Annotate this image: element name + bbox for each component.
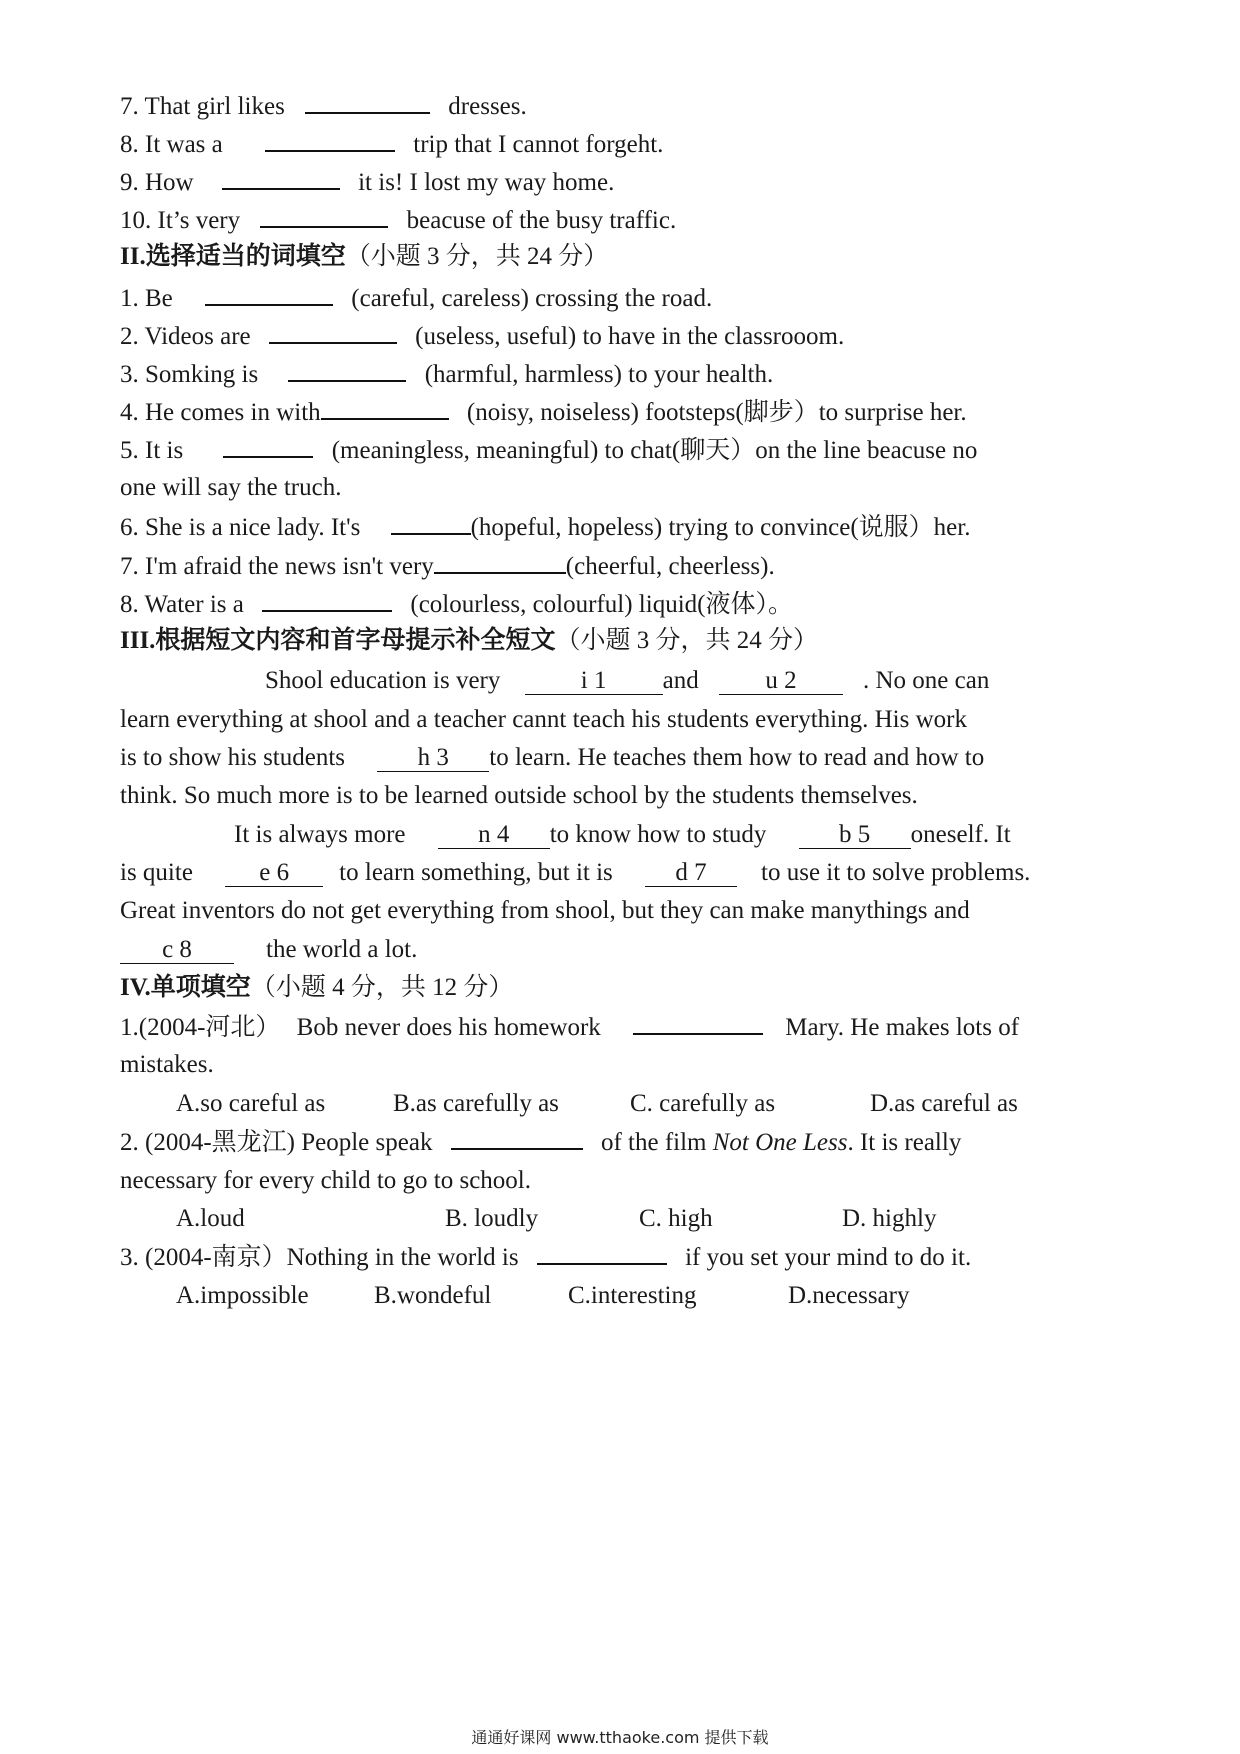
passage-blank-7[interactable]: d 7 bbox=[645, 860, 737, 887]
s2-item-1-blank[interactable] bbox=[205, 282, 333, 306]
s2-item-8-blank[interactable] bbox=[262, 588, 392, 612]
s4-q2-option-c[interactable]: C. high bbox=[639, 1205, 713, 1232]
section-ii-title: II.选择适当的词填空 bbox=[120, 243, 346, 270]
s1-item-9-blank[interactable] bbox=[222, 166, 340, 190]
passage-blank-4[interactable]: n 4 bbox=[438, 822, 550, 849]
s2-item-4: 4. He comes in with (noisy, noiseless) footsteps(脚步）to surprise her. bbox=[120, 396, 967, 428]
s2-item-3: 3. Somking is (harmful, harmless) to your health. bbox=[120, 358, 773, 390]
s2-item-2-blank[interactable] bbox=[269, 320, 397, 344]
s1-item-9-stem: 9. How bbox=[120, 169, 194, 196]
s1-item-9-tail: it is! I lost my way home. bbox=[358, 169, 615, 196]
s2-item-1: 1. Be (careful, careless) crossing the road. bbox=[120, 282, 712, 314]
s4-q3-option-a[interactable]: A.impossible bbox=[176, 1282, 309, 1309]
film-title: Not One Less bbox=[712, 1129, 848, 1156]
section-iii-note: （小题 3 分，共 24 分） bbox=[555, 627, 818, 654]
s1-item-9 bbox=[120, 166, 614, 198]
s2-item-3-blank[interactable] bbox=[288, 358, 406, 382]
s4-q2: 2. (2004-黑龙江) People speak of the film Not One Less. It is really bbox=[120, 1126, 961, 1158]
s4-q1: 1.(2004-河北） Bob never does his homework Mary. He makes lots of bbox=[120, 1011, 1019, 1043]
s4-q3-option-c[interactable]: C.interesting bbox=[568, 1282, 697, 1309]
s4-q2-option-b[interactable]: B. loudly bbox=[445, 1205, 539, 1232]
s4-q1-blank[interactable] bbox=[633, 1011, 763, 1035]
s4-q2-option-d[interactable]: D. highly bbox=[842, 1205, 937, 1232]
s2-item-4-blank[interactable] bbox=[321, 396, 449, 420]
s4-q2-cont: necessary for every child to go to school. bbox=[120, 1167, 531, 1194]
passage-blank-2[interactable]: u 2 bbox=[719, 668, 843, 695]
passage-blank-3[interactable]: h 3 bbox=[377, 745, 489, 772]
s1-item-8-stem: 8. It was a bbox=[120, 131, 223, 158]
s4-q3: 3. (2004-南京）Nothing in the world is if you set your mind to do it. bbox=[120, 1241, 971, 1273]
passage-blank-8[interactable]: c 8 bbox=[120, 937, 234, 964]
s4-q1-cont: mistakes. bbox=[120, 1051, 214, 1078]
passage-line-7: Great inventors do not get everything from shool, but they can make manythings and bbox=[120, 897, 970, 924]
s2-item-5-cont: one will say the truch. bbox=[120, 474, 342, 501]
s4-q3-option-d[interactable]: D.necessary bbox=[788, 1282, 910, 1309]
section-ii-heading bbox=[120, 242, 608, 272]
footer-credit: 通通好课网 www.tthaoke.com 提供下载 bbox=[471, 1728, 769, 1747]
s1-item-7-blank[interactable] bbox=[305, 90, 430, 114]
s2-item-5: 5. It is (meaningless, meaningful) to chat(聊天）on the line beacuse no bbox=[120, 434, 977, 466]
section-iv-note: （小题 4 分，共 12 分） bbox=[250, 974, 514, 1001]
passage-blank-6[interactable]: e 6 bbox=[225, 860, 323, 887]
s1-item-10-tail: beacuse of the busy traffic. bbox=[406, 207, 677, 234]
section-iii-heading bbox=[120, 626, 818, 656]
passage-line-5: It is always more n 4 to know how to study b 5 oneself. It bbox=[234, 821, 1011, 848]
section-iii-title: III.根据短文内容和首字母提示补全短文 bbox=[120, 627, 556, 654]
s1-item-7 bbox=[120, 90, 527, 122]
passage-line-6: is quite e 6 to learn something, but it is d 7 to use it to solve problems. bbox=[120, 859, 1031, 886]
s1-item-10-blank[interactable] bbox=[260, 204, 388, 228]
passage-blank-5[interactable]: b 5 bbox=[799, 822, 911, 849]
s2-item-6-blank[interactable] bbox=[391, 511, 471, 535]
s4-q2-blank[interactable] bbox=[451, 1126, 583, 1150]
passage-line-8: c 8 the world a lot. bbox=[120, 935, 417, 965]
s2-item-7: 7. I'm afraid the news isn't very (cheerful, cheerless). bbox=[120, 550, 775, 582]
s1-item-10 bbox=[120, 204, 676, 236]
s1-item-8-tail: trip that I cannot forgeht. bbox=[413, 131, 664, 158]
s1-item-10-stem: 10. It’s very bbox=[120, 207, 241, 234]
s2-item-8: 8. Water is a (colourless, colourful) liquid(液体）。 bbox=[120, 588, 793, 620]
s4-q3-option-b[interactable]: B.wondeful bbox=[374, 1282, 492, 1309]
s2-item-2: 2. Videos are (useless, useful) to have in the classrooom. bbox=[120, 320, 844, 352]
s1-item-7-tail: dresses. bbox=[448, 93, 527, 120]
section-ii-note: （小题 3 分，共 24 分） bbox=[345, 243, 609, 270]
passage-line-4: think. So much more is to be learned outside school by the students themselves. bbox=[120, 782, 918, 809]
s4-q2-option-a[interactable]: A.loud bbox=[176, 1205, 245, 1232]
passage-line-3: is to show his students h 3 to learn. He teaches them how to read and how to bbox=[120, 744, 985, 771]
s2-item-5-blank[interactable] bbox=[223, 434, 313, 458]
section-iv-title: IV.单项填空 bbox=[120, 974, 251, 1001]
s1-item-8 bbox=[120, 128, 663, 160]
passage-blank-1[interactable]: i 1 bbox=[525, 668, 663, 695]
s4-q1-option-d[interactable]: D.as careful as bbox=[870, 1090, 1018, 1117]
s4-q1-option-a[interactable]: A.so careful as bbox=[176, 1090, 326, 1117]
s4-q3-blank[interactable] bbox=[537, 1241, 667, 1265]
s1-item-8-blank[interactable] bbox=[265, 128, 395, 152]
passage-line-2: learn everything at shool and a teacher cannt teach his students everything. His work bbox=[120, 706, 967, 733]
s2-item-6: 6. She is a nice lady. It's (hopeful, hopeless) trying to convince(说服）her. bbox=[120, 511, 970, 543]
s4-q1-option-c[interactable]: C. carefully as bbox=[630, 1090, 776, 1117]
s4-q1-option-b[interactable]: B.as carefully as bbox=[393, 1090, 559, 1117]
section-iv-heading bbox=[120, 973, 513, 1003]
s1-item-7-stem: 7. That girl likes bbox=[120, 93, 285, 120]
s2-item-7-blank[interactable] bbox=[434, 550, 566, 574]
passage-line-1: Shool education is very i 1 and u 2 . No one can bbox=[265, 667, 990, 694]
